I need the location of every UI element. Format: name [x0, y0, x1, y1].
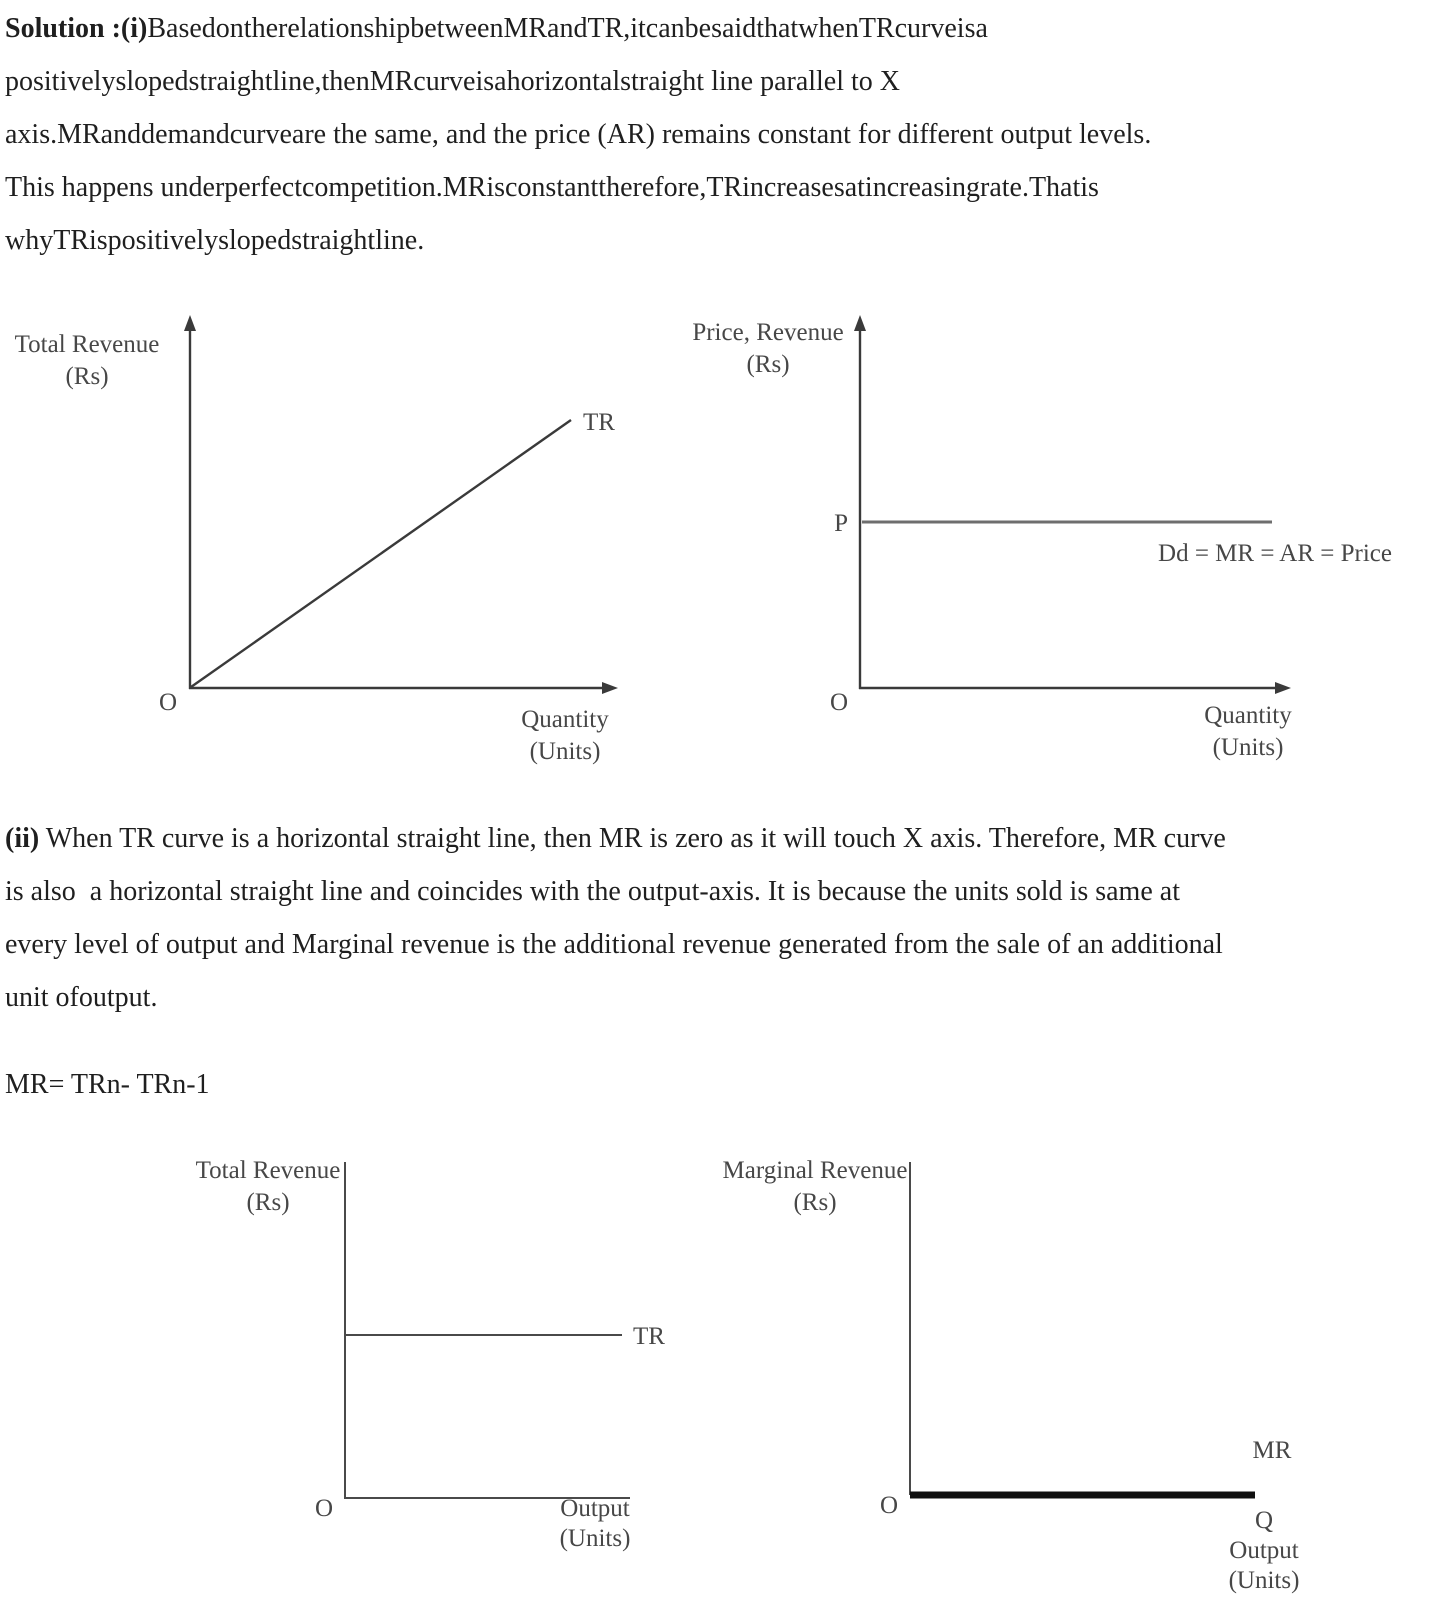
x-axis-arrow-icon — [1275, 682, 1291, 694]
text-line: axis.MRanddemandcurveare the same, and the price (AR) remains constant for different output levels. — [5, 119, 1152, 150]
origin-label: O — [314, 1495, 333, 1522]
figure-row-bottom — [5, 1150, 1454, 1605]
figure-row-top — [5, 300, 1454, 776]
y-axis-label-units: (Rs) — [246, 1189, 290, 1216]
text-line: whyTRispositivelyslopedstraightline. — [5, 225, 425, 256]
y-axis-label-units: (Rs) — [793, 1189, 837, 1216]
curve-label: Dd = MR = AR = Price — [1158, 540, 1392, 567]
price-point-label: P — [834, 510, 848, 537]
x-axis-arrow-icon — [602, 682, 618, 694]
y-axis-label-units: (Rs) — [65, 363, 109, 390]
text-line: is also a horizontal straight line and coincides with the output-axis. It is because the units sold is same at — [5, 876, 1180, 907]
x-axis-label: Quantity — [521, 706, 609, 733]
y-axis-label: Total Revenue — [14, 331, 160, 358]
q-point-label: Q — [1254, 1507, 1274, 1534]
origin-label: O — [829, 689, 848, 716]
x-axis-label: Quantity — [1204, 702, 1292, 729]
text-line — [5, 2, 1454, 55]
diagram-tr-horizontal — [190, 1150, 670, 1605]
text-line: positivelyslopedstraightline,thenMRcurveisahorizontalstraight line parallel to X — [5, 66, 901, 97]
text-run: When TR curve is a horizontal straight line, then MR is zero as it will touch X axis. Therefore, MR curve — [39, 823, 1226, 854]
x-axis-label: Output — [560, 1495, 630, 1522]
y-axis-label: Price, Revenue — [692, 319, 844, 346]
part-ii-bold: (ii) — [5, 823, 40, 854]
y-axis-arrow-icon — [854, 315, 866, 331]
diagram-tr-positively-sloped — [5, 300, 650, 776]
solution-paragraph-i — [5, 2, 1454, 267]
y-axis-label-units: (Rs) — [746, 351, 790, 378]
text-line: This happens underperfectcompetition.MRisconstanttherefore,TRincreasesatincreasingrate.Thatis — [5, 172, 1099, 203]
x-axis-label-units: (Units) — [559, 1525, 631, 1552]
curve-label: TR — [583, 409, 615, 436]
curve-label: TR — [633, 1323, 665, 1350]
diagram-price-mr-ar — [670, 300, 1454, 776]
curve-label: MR — [1252, 1437, 1292, 1464]
origin-label: O — [879, 1492, 898, 1519]
text-line: unit ofoutput. — [5, 982, 158, 1013]
solution-paragraph-ii — [5, 812, 1454, 1024]
text-line — [5, 812, 1454, 865]
y-axis-label: Total Revenue — [195, 1157, 341, 1184]
text-line: every level of output and Marginal revenue is the additional revenue generated from the sale of an additional — [5, 929, 1223, 960]
x-axis-label-units: (Units) — [1228, 1567, 1300, 1594]
origin-label: O — [158, 689, 177, 716]
x-axis-label-units: (Units) — [529, 738, 601, 765]
y-axis-label: Marginal Revenue — [722, 1157, 908, 1184]
x-axis-label-units: (Units) — [1212, 734, 1284, 761]
x-axis-label: Output — [1229, 1537, 1299, 1564]
tr-curve — [191, 420, 571, 687]
mr-formula: MR= TRn- TRn-1 — [5, 1069, 210, 1100]
solution-heading-bold: Solution :(i) — [5, 13, 148, 44]
text-run: BasedontherelationshipbetweenMRandTR,itcanbesaidthatwhenTRcurveisa — [147, 13, 988, 44]
y-axis-arrow-icon — [184, 315, 196, 331]
diagram-mr-on-axis — [715, 1150, 1315, 1605]
